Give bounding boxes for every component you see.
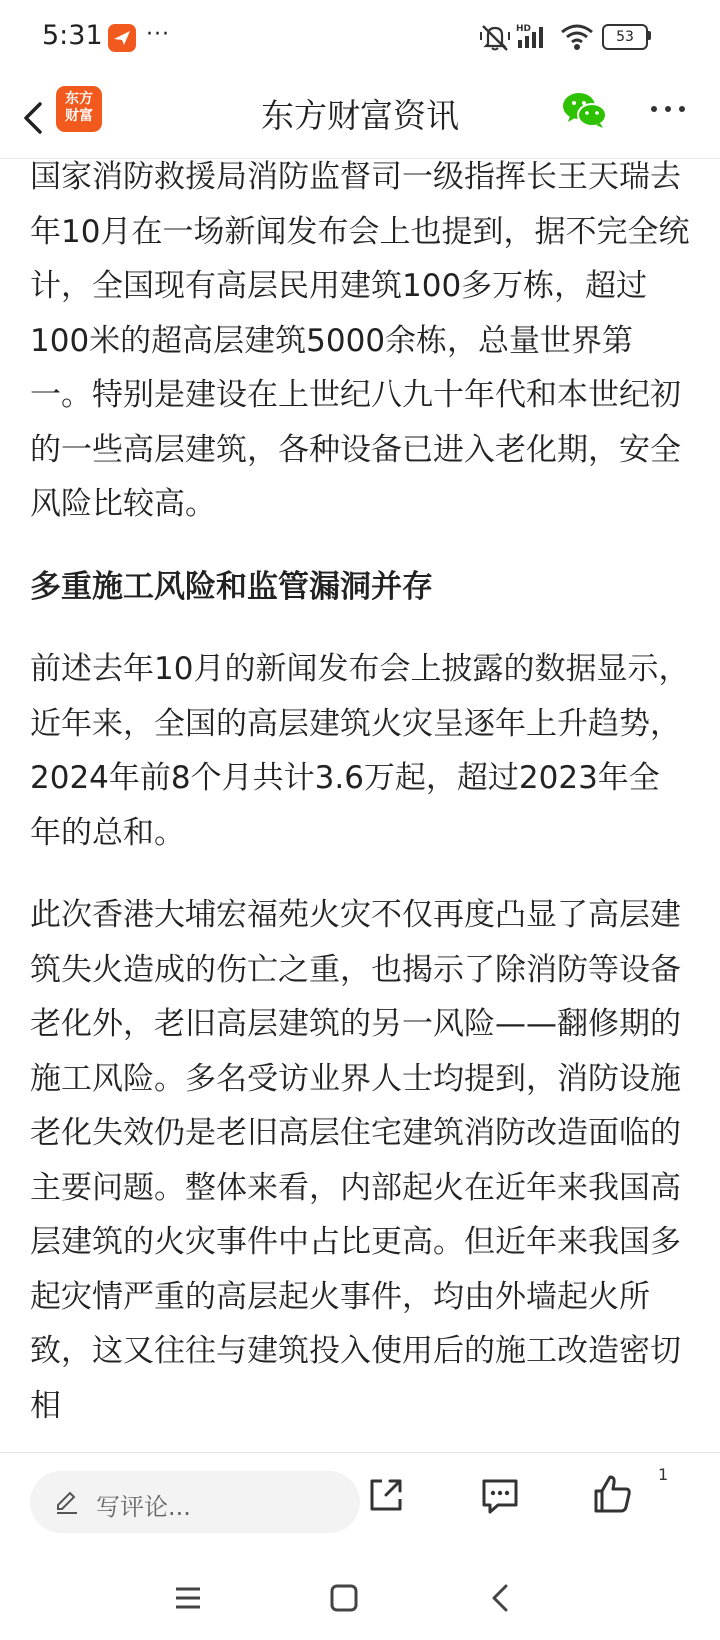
- comments-icon[interactable]: [476, 1471, 524, 1519]
- notification-app-icon: [108, 24, 136, 52]
- section-heading: 多重施工风险和监管漏洞并存: [30, 568, 433, 605]
- wifi-icon: [560, 22, 594, 52]
- wechat-share-icon[interactable]: [562, 90, 608, 130]
- app-header: [0, 78, 720, 159]
- like-count: 1: [658, 1465, 669, 1484]
- article-paragraph: 前述去年10月的新闻发布会上披露的数据显示，近年来，全国的高层建筑火灾呈逐年上升趋势，2024年前8个月共计3.6万起，超过2023年全年的总和。: [30, 651, 690, 851]
- article-paragraph: 此次香港大埔宏福苑火灾不仅再度凸显了高层建筑失火造成的伤亡之重，也揭示了除消防等设备老化外，老旧高层建筑的另一风险——翻修期的施工风险。多名受访业界人士均提到，消防设施老化失效仍是老旧高层住宅建筑消防改造面临的主要问题。整体来看，内部起火在近年来我国高层建筑的火灾事件中占比更高。但近年来我国多起灾情严重的高层起火事件，均由外墙起火所致，这又往往与建筑投入使用后的施工改造密切相: [30, 897, 681, 1424]
- pencil-icon: [54, 1489, 80, 1515]
- more-options-icon[interactable]: [648, 94, 688, 124]
- logo-text-line1: 东方: [65, 91, 93, 107]
- battery-icon: [602, 22, 652, 52]
- battery-level: 53: [602, 24, 648, 50]
- battery-tip: [648, 31, 651, 40]
- status-bar: [0, 0, 720, 78]
- hd-signal-icon: [516, 22, 552, 52]
- article-paragraph: 国家消防救援局消防监督司一级指挥长王天瑞去年10月在一场新闻发布会上也提到，据不完全统计，全国现有高层民用建筑100多万栋，超过100米的超高层建筑5000余栋，总量世界第一。特别是建设在上世纪八九十年代和本世纪初的一些高层建筑，各种设备已进入老化期，安全风险比较高。: [30, 159, 690, 522]
- status-time: 5:31: [42, 20, 103, 51]
- logo-text-line2: 财富: [65, 108, 93, 124]
- system-nav-bar: [0, 1556, 720, 1640]
- mute-vibrate-icon: [478, 22, 512, 52]
- comment-input[interactable]: [30, 1471, 360, 1533]
- like-thumb-icon[interactable]: [588, 1471, 636, 1519]
- home-square-icon[interactable]: [324, 1578, 364, 1618]
- article-action-bar: [0, 1452, 720, 1557]
- status-more-dots: ···: [146, 22, 170, 47]
- page-title: 东方财富资讯: [261, 96, 459, 135]
- svg-text:HD: HD: [516, 24, 532, 34]
- nav-back-icon[interactable]: [480, 1578, 520, 1618]
- menu-icon[interactable]: [168, 1578, 208, 1618]
- comment-placeholder: 写评论...: [96, 1493, 191, 1521]
- article-body: [30, 150, 690, 1452]
- share-icon[interactable]: [362, 1471, 410, 1519]
